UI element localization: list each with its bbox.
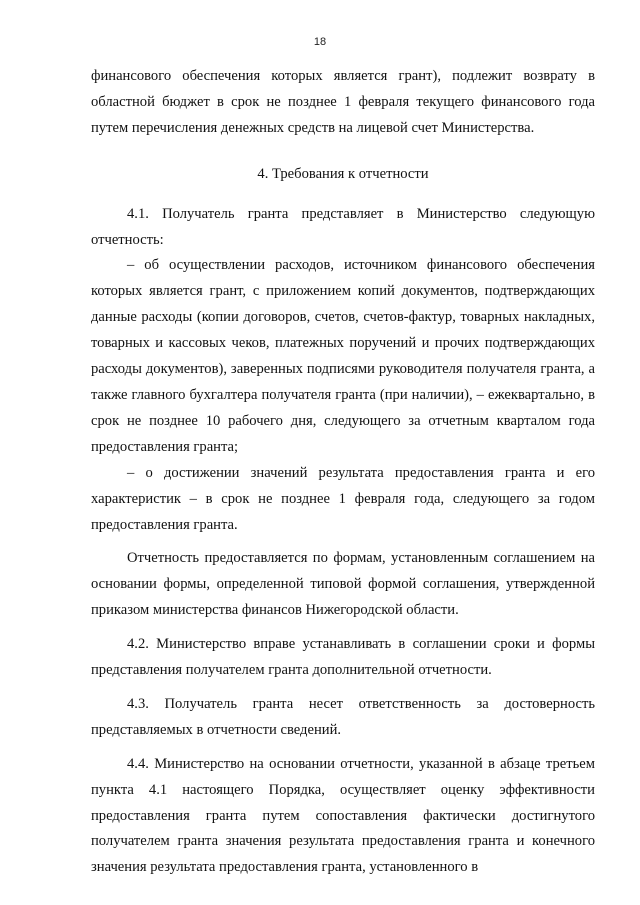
paragraph-results-report: – о достижении значений результата предоставления гранта и его характеристик – в срок не позднее 1 февраля года, следующего за годом предоставления гранта. bbox=[91, 464, 595, 533]
paragraph-4-1: 4.1. Получатель гранта представляет в Министерство следующую отчетность: bbox=[91, 205, 595, 248]
page-number: 18 bbox=[313, 36, 327, 48]
paragraph-4-4: 4.4. Министерство на основании отчетности, указанной в абзаце третьем пункта 4.1 настоящего Порядка, осуществляет оценку эффективности предоставления гранта путем сопоставления фактически достигнутого получателем гранта значения результата предоставления гранта и конечного значения результата предоставления гранта, установленного в bbox=[91, 755, 595, 876]
document-body bbox=[91, 64, 595, 881]
intro-paragraph: финансового обеспечения которых является грант), подлежит возврату в областной бюджет в срок не позднее 1 февраля текущего финансового года путем перечисления денежных средств на лицевой счет Министерства. bbox=[91, 68, 595, 136]
paragraph-report-forms: Отчетность предоставляется по формам, установленным соглашением на основании формы, определенной типовой формой соглашения, утвержденной приказом министерства финансов Нижегородской области. bbox=[91, 550, 595, 619]
paragraph-4-2: 4.2. Министерство вправе устанавливать в соглашении сроки и формы представления получателем гранта дополнительной отчетности. bbox=[91, 636, 595, 679]
paragraph-4-3: 4.3. Получатель гранта несет ответственность за достоверность представляемых в отчетности сведений. bbox=[91, 695, 595, 738]
section-heading: 4. Требования к отчетности bbox=[257, 165, 429, 182]
paragraph-expenses-report: – об осуществлении расходов, источником финансового обеспечения которых является грант, с приложением копий документов, подтверждающих данные расходы (копии договоров, счетов, счетов-фактур, товарных накладных, товарных и кассовых чеков, платежных поручений и прочих подтверждающих расходы документов), заверенных подписями руководителя получателя гранта, а также главного бухгалтера получателя гранта (при наличии), – ежеквартально, в срок не позднее 10 рабочего дня, следующего за отчетным кварталом года предоставления гранта; bbox=[91, 257, 595, 455]
